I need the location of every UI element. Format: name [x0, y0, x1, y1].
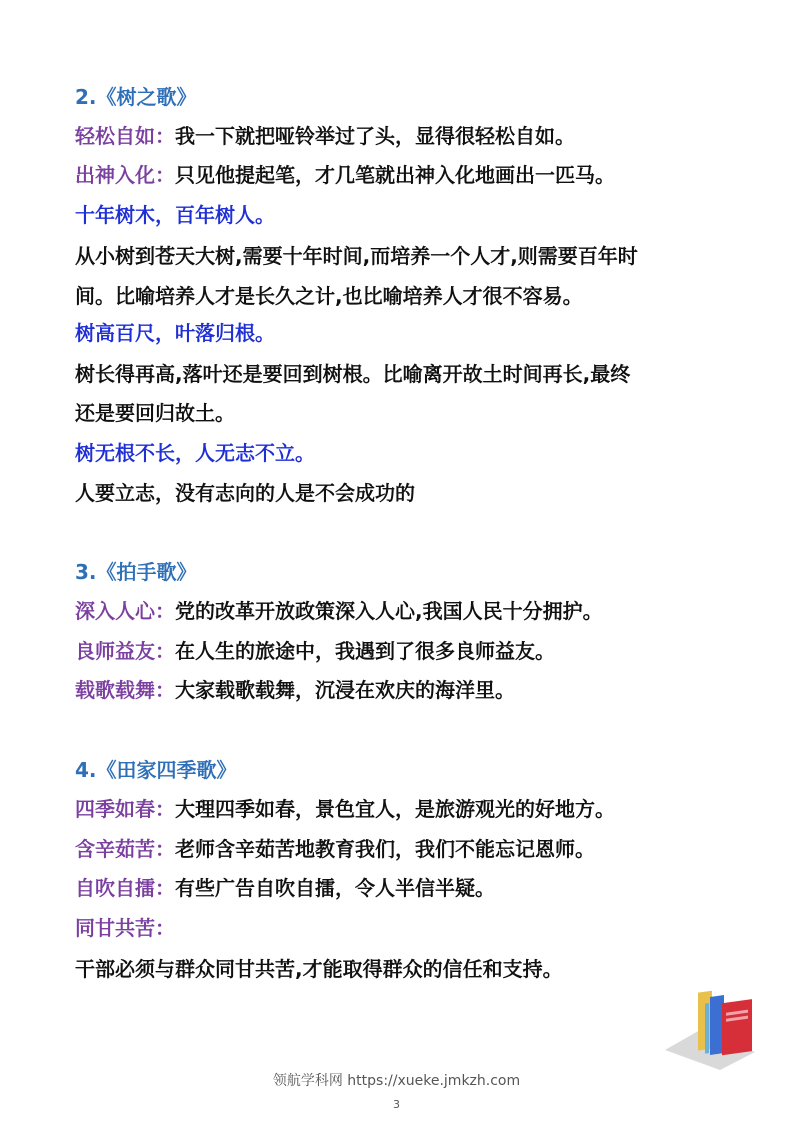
idiom-example: 在人生的旅途中，我遇到了很多良师益友。 [175, 639, 555, 663]
idiom-entry [75, 796, 735, 822]
book-red [722, 999, 752, 1055]
idiom-example: 老师含辛茹苦地教育我们，我们不能忘记恩师。 [175, 837, 595, 861]
idiom-term: 含辛茹苦： [75, 837, 175, 861]
idiom-example: 干部必须与群众同甘共苦,才能取得群众的信任和支持。 [75, 957, 563, 981]
idiom-example: 我一下就把哑铃举过了头，显得很轻松自如。 [175, 124, 575, 148]
proverb-title: 十年树木，百年树人。 [75, 203, 275, 227]
idiom-term: 深入人心： [75, 599, 175, 623]
book-blue [710, 995, 724, 1055]
idiom-entry [75, 915, 735, 941]
proverb-explanation: 间。比喻培养人才是长久之计,也比喻培养人才很不容易。 [75, 284, 583, 308]
idiom-entry [75, 677, 735, 703]
books-icon [660, 990, 760, 1070]
idiom-term: 自吹自擂： [75, 876, 175, 900]
section-heading-4: 4.《田家四季歌》 [75, 758, 237, 782]
idiom-term: 轻松自如： [75, 124, 175, 148]
idiom-example: 大理四季如春，景色宜人，是旅游观光的好地方。 [175, 797, 615, 821]
idiom-entry [75, 123, 735, 149]
idiom-example: 有些广告自吹自擂，令人半信半疑。 [175, 876, 495, 900]
proverb-title: 树无根不长，人无志不立。 [75, 441, 315, 465]
idiom-example: 大家载歌载舞，沉浸在欢庆的海洋里。 [175, 678, 515, 702]
idiom-entry [75, 875, 735, 901]
page-number: 3 [393, 1098, 400, 1111]
footer-site: 领航学科网 https://xueke.jmkzh.com [272, 1073, 521, 1089]
idiom-term: 载歌载舞： [75, 678, 175, 702]
proverb-title: 树高百尺，叶落归根。 [75, 321, 275, 345]
section-heading-2: 2.《树之歌》 [75, 85, 197, 109]
section-heading-3: 3.《拍手歌》 [75, 560, 197, 584]
idiom-entry [75, 162, 735, 188]
proverb-explanation: 从小树到苍天大树,需要十年时间,而培养一个人才,则需要百年时 [75, 244, 638, 268]
idiom-term: 良师益友： [75, 639, 175, 663]
idiom-term: 出神入化： [75, 163, 175, 187]
idiom-term: 同甘共苦： [75, 916, 175, 940]
proverb-explanation: 树长得再高,落叶还是要回到树根。比喻离开故土时间再长,最终 [75, 362, 631, 386]
idiom-entry [75, 598, 735, 624]
idiom-entry [75, 836, 735, 862]
proverb-explanation: 还是要回归故土。 [75, 401, 235, 425]
book-light-blue [705, 1003, 709, 1054]
idiom-term: 四季如春： [75, 797, 175, 821]
idiom-example: 只见他提起笔，才几笔就出神入化地画出一匹马。 [175, 163, 615, 187]
proverb-explanation: 人要立志，没有志向的人是不会成功的 [75, 481, 415, 505]
idiom-entry [75, 638, 735, 664]
idiom-example: 党的改革开放政策深入人心,我国人民十分拥护。 [175, 599, 603, 623]
